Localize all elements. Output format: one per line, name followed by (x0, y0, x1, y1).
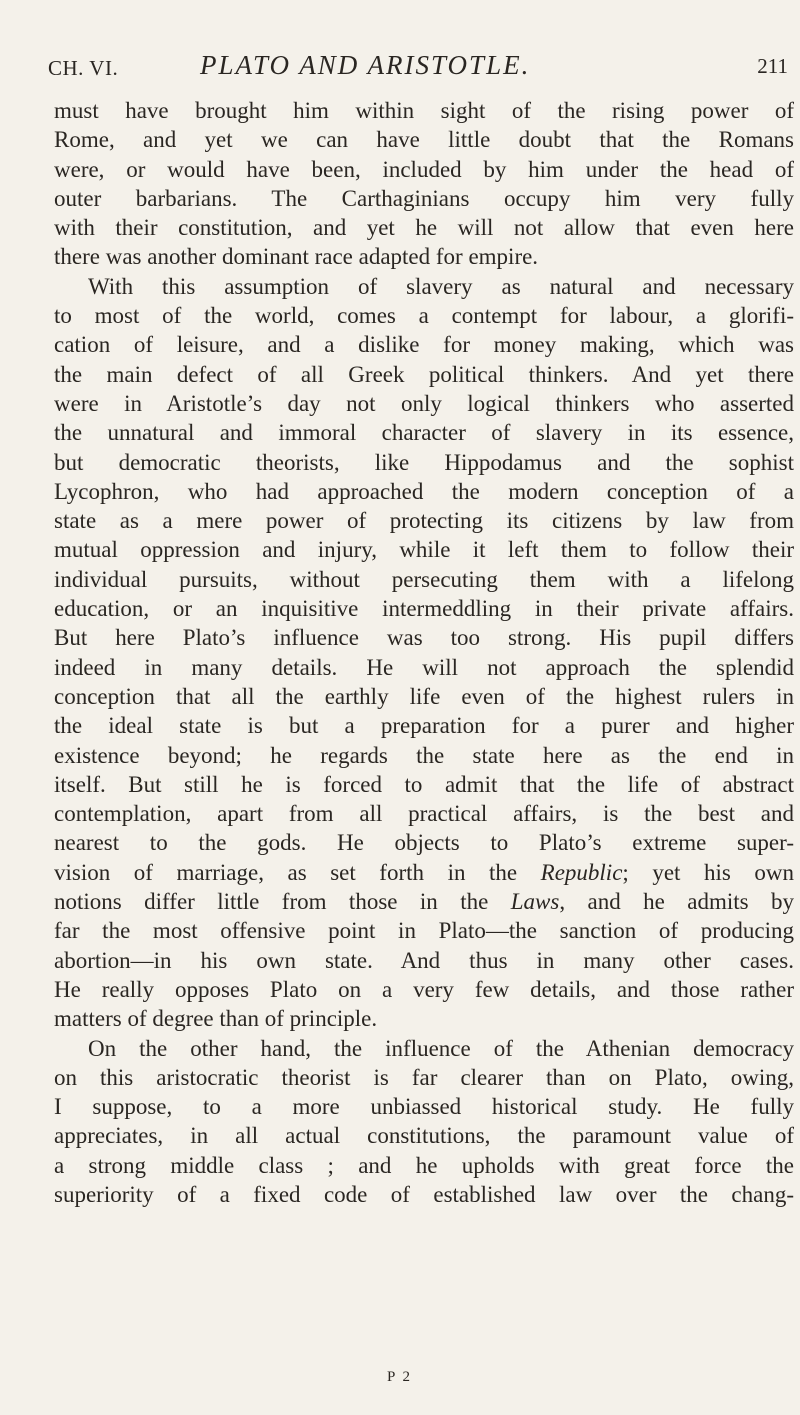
running-title: PLATO AND ARISTOTLE. (200, 50, 531, 80)
text-line: the unnatural and immoral character of slavery in its essence, (54, 420, 794, 446)
text-line: nearest to the gods. He objects to Plato’s extreme super- (54, 830, 794, 856)
text-line: the main defect of all Greek political thinkers. And yet there (54, 361, 794, 387)
line-text: notions differ little from those in the (54, 889, 511, 915)
text-line: I suppose, to a more unbiassed historical study. He fully (54, 1094, 794, 1120)
text-line: outer barbarians. The Carthaginians occupy him very fully (54, 185, 794, 211)
text-line: a strong middle class ; and he upholds with great force the (54, 1152, 794, 1178)
text-line: abortion—in his own state. And thus in many other cases. (54, 947, 794, 973)
text-line: the ideal state is but a preparation for a purer and higher (54, 713, 794, 739)
signature-mark: P 2 (387, 1369, 413, 1385)
line-text-tail: ; yet his own (622, 859, 794, 885)
text-line: indeed in many details. He will not approach the splendid (54, 654, 794, 680)
text-line: education, or an inquisitive intermeddling in their private affairs. (54, 596, 794, 622)
text-line: there was another dominant race adapted for empire. (54, 244, 539, 270)
text-line: on this aristocratic theorist is far clearer than on Plato, owing, (54, 1064, 794, 1090)
text-line: He really opposes Plato on a very few details, and those rather (54, 976, 794, 1002)
chapter-label: CH. VI. (48, 56, 119, 80)
line-text-tail: , and he admits by (559, 889, 794, 915)
page-number: 211 (757, 54, 788, 78)
text-line-with-title (54, 858, 794, 887)
text-line-with-title (54, 887, 794, 916)
text-line: appreciates, in all actual constitutions, the paramount value of (54, 1123, 794, 1149)
text-line: were in Aristotle’s day not only logical thinkers who asserted (54, 390, 794, 416)
paragraph-start-line: With this assumption of slavery as natural and necessary (88, 273, 794, 299)
text-line: superiority of a fixed code of established law over the chang- (54, 1181, 794, 1207)
book-title-republic: Republic (540, 859, 623, 885)
line-text: vision of marriage, as set forth in the (54, 859, 541, 885)
book-title-laws: Laws (510, 889, 560, 915)
text-line: mutual oppression and injury, while it left them to follow their (54, 537, 794, 563)
text-line: Rome, and yet we can have little doubt that the Romans (54, 127, 794, 153)
text-line: far the most offensive point in Plato—the sanction of producing (54, 918, 794, 944)
text-line: but democratic theorists, like Hippodamus and the sophist (54, 449, 794, 475)
text-line: conception that all the earthly life even of the highest rulers in (54, 683, 794, 709)
text-line: itself. But still he is forced to admit that the life of abstract (54, 771, 794, 797)
text-line: to most of the world, comes a contempt for labour, a glorifi- (54, 303, 794, 329)
text-line: state as a mere power of protecting its citizens by law from (54, 508, 794, 534)
body-text (54, 96, 794, 1209)
text-line: existence beyond; he regards the state here as the end in (54, 742, 794, 768)
text-line: matters of degree than of principle. (54, 1006, 378, 1032)
text-line: individual pursuits, without persecuting them with a lifelong (54, 566, 794, 592)
text-line: cation of leisure, and a dislike for money making, which was (54, 332, 794, 358)
text-line: contemplation, apart from all practical affairs, is the best and (54, 801, 794, 827)
text-line: were, or would have been, included by him under the head of (54, 156, 794, 182)
text-line: Lycophron, who had approached the modern conception of a (54, 478, 794, 504)
running-head (48, 50, 788, 86)
paragraph-start-line: On the other hand, the influence of the Athenian democracy (88, 1035, 794, 1061)
text-line: with their constitution, and yet he will not allow that even here (54, 215, 794, 241)
text-line: But here Plato’s influence was too strong. His pupil differs (54, 625, 794, 651)
text-line: must have brought him within sight of the rising power of (54, 98, 794, 123)
